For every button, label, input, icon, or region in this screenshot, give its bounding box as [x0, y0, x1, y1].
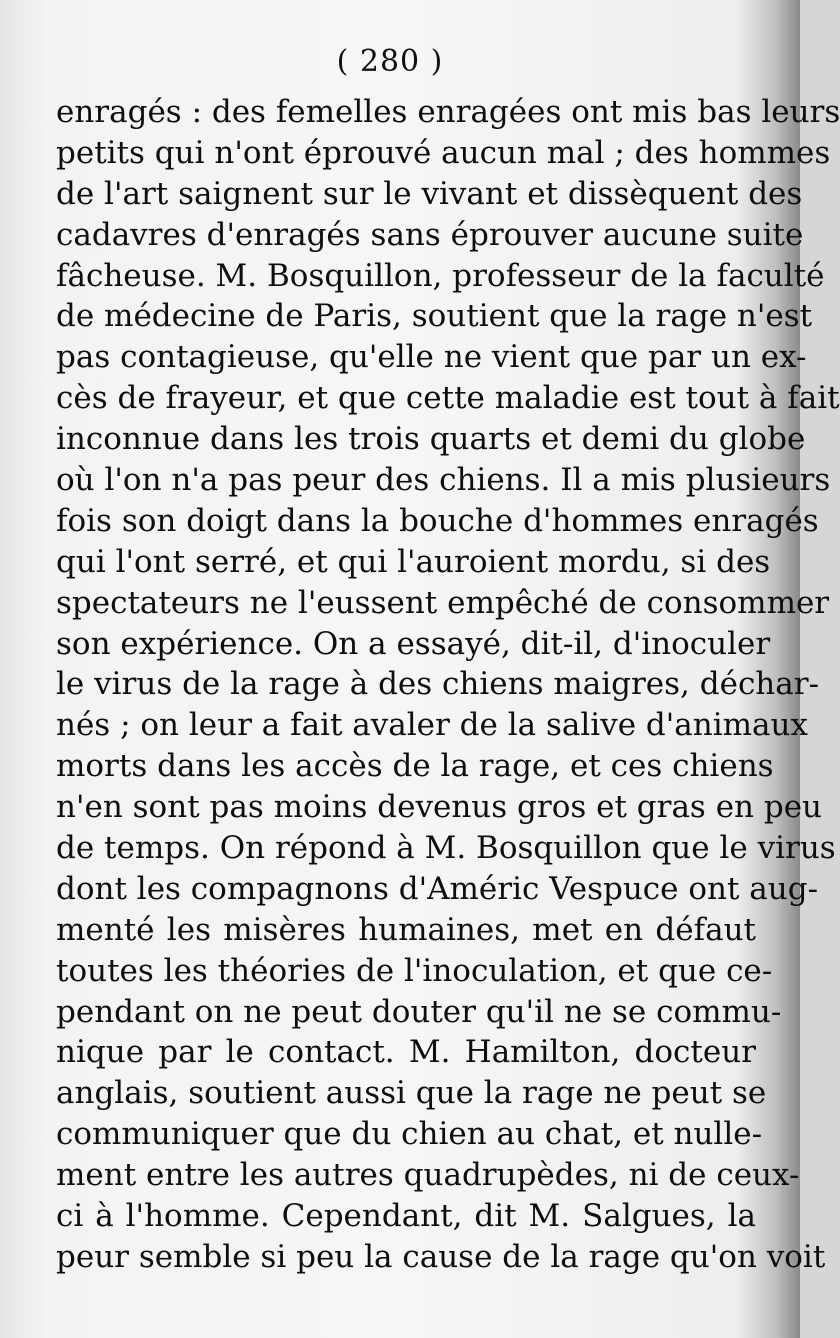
text-line: n'en sont pas moins devenus gros et gras en peu [56, 789, 823, 826]
text-line: ment entre les autres quadrupèdes, ni de ceux- [56, 1157, 800, 1194]
text-line: ci à l'homme. Cependant, dit M. Salgues, la [56, 1198, 756, 1235]
text-line: pendant on ne peut douter qu'il ne se commu- [56, 993, 782, 1030]
text-line: toutes les théories de l'inoculation, et que ce- [56, 952, 773, 989]
text-line: pas contagieuse, qu'elle ne vient que par un ex- [56, 339, 807, 376]
text-line: cès de frayeur, et que cette maladie est tout à fait [56, 380, 840, 417]
text-line: où l'on n'a pas peur des chiens. Il a mis plusieurs [56, 462, 831, 499]
text-line: dont les compagnons d'Améric Vespuce ont aug- [56, 870, 819, 907]
text-line: qui l'ont serré, et qui l'auroient mordu, si des [56, 543, 771, 580]
text-line: de médecine de Paris, soutient que la rage n'est [56, 298, 813, 335]
text-line: peur semble si peu la cause de la rage qu'on voit [56, 1238, 826, 1275]
text-line: spectateurs ne l'eussent empêché de consommer [56, 584, 830, 621]
text-line: cadavres d'enragés sans éprouver aucune suite [56, 216, 804, 253]
text-line: anglais, soutient aussi que la rage ne peut se [56, 1075, 767, 1112]
text-line: petits qui n'ont éprouvé aucun mal ; des hommes [56, 134, 831, 171]
text-line: inconnue dans les trois quarts et demi du globe [56, 421, 806, 458]
text-line: menté les misères humaines, met en défaut [56, 911, 756, 948]
text-line: morts dans les accès de la rage, et ces chiens [56, 748, 774, 785]
page-number: ( 280 ) [336, 44, 444, 79]
text-line: fois son doigt dans la bouche d'hommes enragés [56, 502, 819, 539]
text-line: fâcheuse. M. Bosquillon, professeur de la faculté [56, 257, 825, 294]
text-line: son expérience. On a essayé, dit-il, d'inoculer [56, 625, 771, 662]
text-line: enragés : des femelles enragées ont mis bas leurs [56, 94, 840, 130]
body-text [56, 92, 840, 1278]
text-line: communiquer que du chien au chat, et nulle- [56, 1116, 763, 1153]
text-line: de temps. On répond à M. Bosquillon que le virus [56, 830, 836, 867]
text-line: nés ; on leur a fait avaler de la salive d'animaux [56, 707, 808, 744]
text-line: le virus de la rage à des chiens maigres, déchar- [56, 666, 820, 703]
text-line: nique par le contact. M. Hamilton, docteur [56, 1034, 756, 1071]
text-line: de l'art saignent sur le vivant et dissèquent des [56, 175, 803, 212]
